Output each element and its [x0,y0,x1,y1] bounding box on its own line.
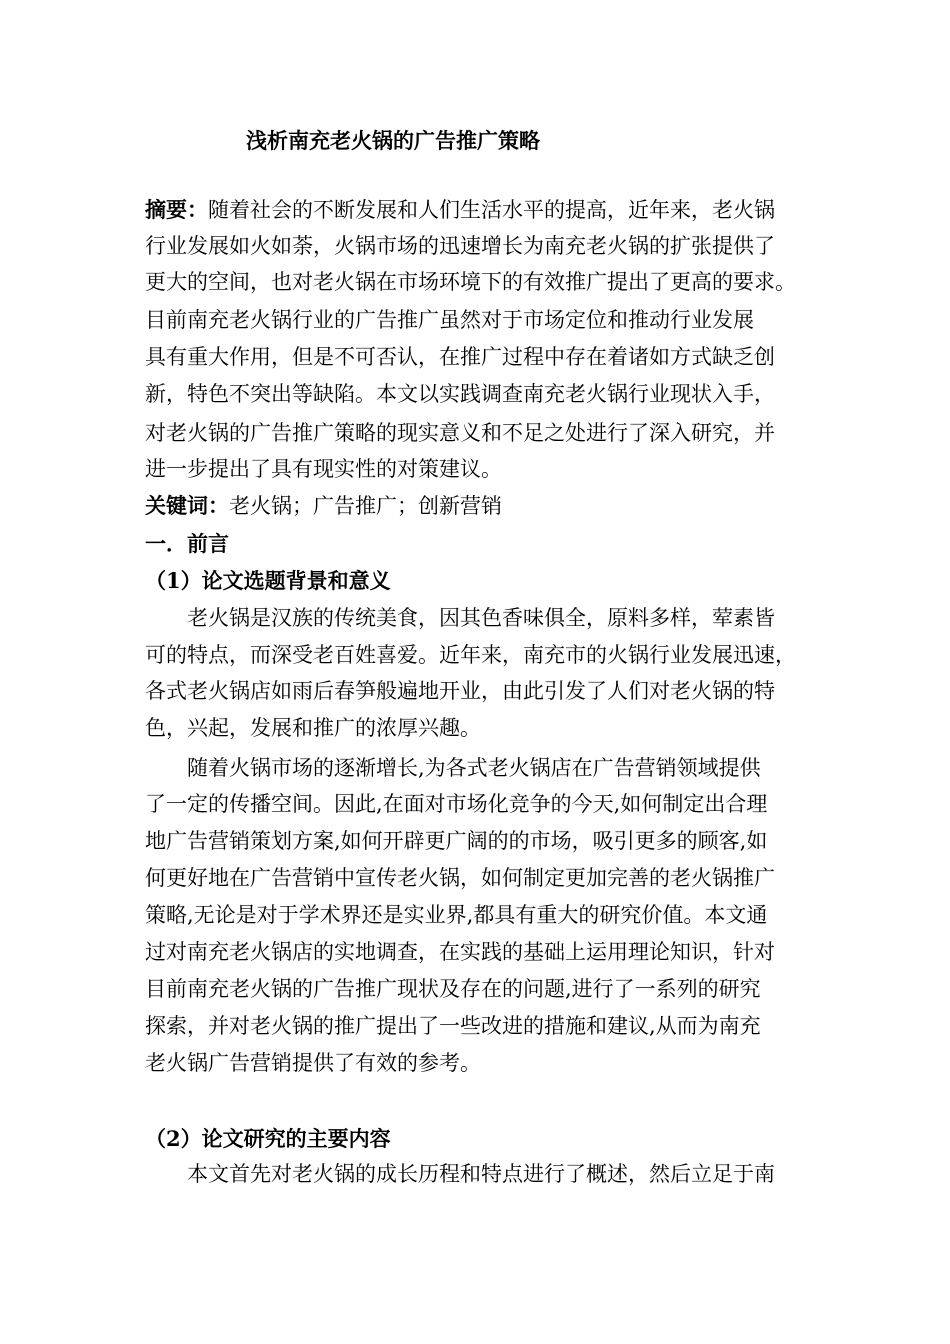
paragraph-line: 各式老火锅店如雨后春笋般遍地开业，由此引发了人们对老火锅的特 [145,679,775,703]
abstract-text-line: 更大的空间，也对老火锅在市场环境下的有效推广提出了更高的要求。 [145,270,796,294]
abstract-text-line: 目前南充老火锅行业的广告推广虽然对于市场定位和推动行业发展 [145,308,754,332]
abstract-text-line: 进一步提出了具有现实性的对策建议。 [145,457,502,481]
paragraph-line: 老火锅是汉族的传统美食，因其色香味俱全，原料多样，荤素皆 [187,606,775,630]
paragraph-line: 策略,无论是对于学术界还是实业界,都具有重大的研究价值。本文通 [145,903,768,927]
section-heading: 一．前言 [145,531,229,556]
abstract-line-1 [145,196,775,224]
paragraph-line: 随着火锅市场的逐渐增长,为各式老火锅店在广告营销领域提供 [187,756,761,780]
subsection-heading: （1）论文选题背景和意义 [145,568,391,593]
keywords-label: 关键词： [145,493,229,518]
paragraph-line: 可的特点，而深受老百姓喜爱。近年来，南充市的火锅行业发展迅速， [145,643,796,667]
abstract-text-line: 新，特色不突出等缺陷。本文以实践调查南充老火锅行业现状入手， [145,382,775,406]
paragraph-line: 了一定的传播空间。因此,在面对市场化竞争的今天,如何制定出合理 [145,792,768,816]
paragraph-line: 地广告营销策划方案,如何开辟更广阔的的市场，吸引更多的顾客,如 [145,829,768,853]
paragraph-line: 目前南充老火锅的广告推广现状及存在的问题,进行了一系列的研究 [145,977,761,1001]
keywords [145,492,502,520]
paragraph-line: 过对南充老火锅店的实地调查，在实践的基础上运用理论知识，针对 [145,940,775,964]
abstract-text-line: 具有重大作用，但是不可否认，在推广过程中存在着诸如方式缺乏创 [145,345,775,369]
keywords-value: 老火锅；广告推广；创新营销 [229,494,502,518]
abstract-text-line: 行业发展如火如荼，火锅市场的迅速增长为南充老火锅的扩张提供了 [145,234,775,258]
abstract-text-line: 随着社会的不断发展和人们生活水平的提高，近年来，老火锅 [208,198,775,222]
abstract-text-line: 对老火锅的广告推广策略的现实意义和不足之处进行了深入研究，并 [145,421,775,445]
paragraph-line: 本文首先对老火锅的成长历程和特点进行了概述，然后立足于南 [187,1162,775,1186]
subsection-heading: （2）论文研究的主要内容 [145,1126,391,1151]
paragraph-line: 何更好地在广告营销中宣传老火锅，如何制定更加完善的老火锅推广 [145,866,775,890]
abstract-label: 摘要： [145,197,208,222]
paragraph-line: 探索，并对老火锅的推广提出了一些改进的措施和建议,从而为南充 [145,1014,761,1038]
paragraph-line: 色，兴起，发展和推广的浓厚兴趣。 [145,716,481,740]
paragraph-line: 老火锅广告营销提供了有效的参考。 [145,1051,481,1075]
document-title: 浅析南充老火锅的广告推广策略 [246,128,540,153]
